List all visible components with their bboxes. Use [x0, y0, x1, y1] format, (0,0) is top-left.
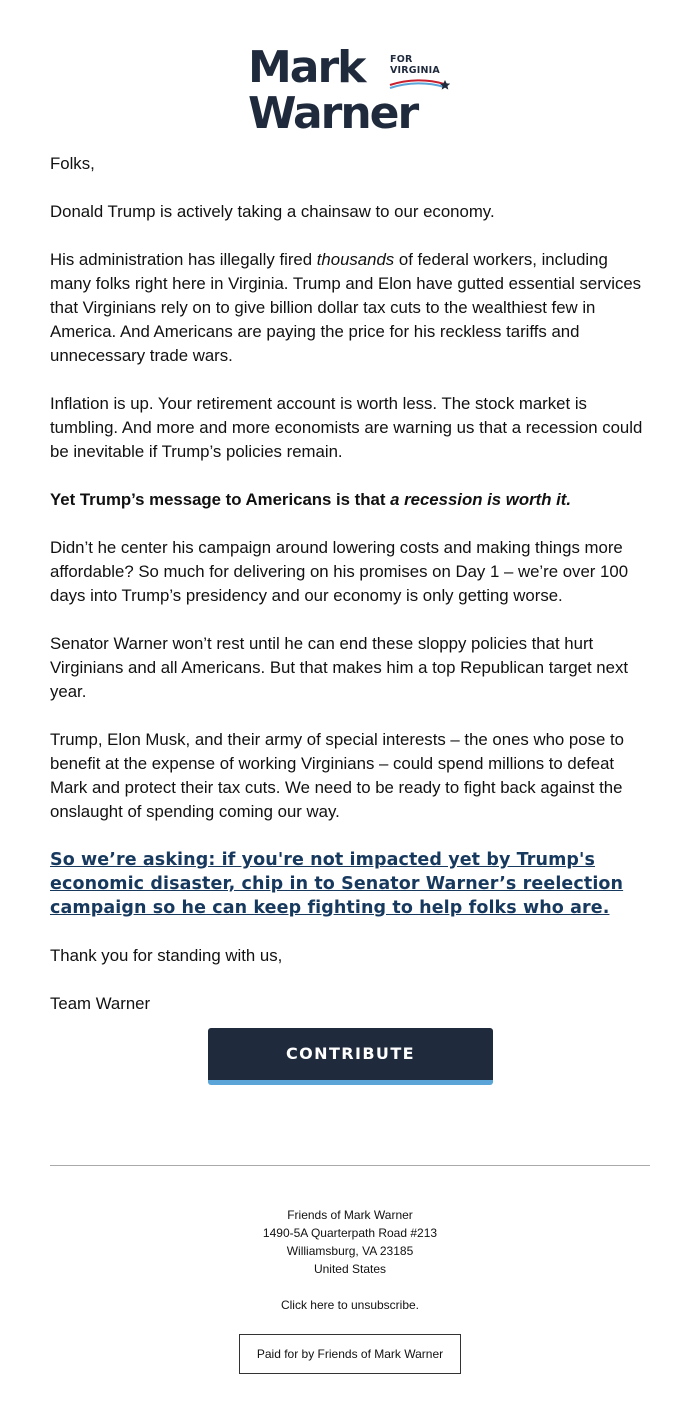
paragraph-5: Didn’t he center his campaign around lowering costs and making things more affordable? So much for delivering on his promises on Day 1 – we’re over 100 days into Trump’s presidency and our economy is only getting worse.: [50, 538, 629, 605]
signature: Team Warner: [50, 994, 151, 1013]
footer: [0, 1206, 700, 1314]
paragraph-4: Yet Trump’s message to Americans is that a recession is worth it.: [50, 490, 572, 509]
footer-country: United States: [313, 1262, 387, 1276]
donate-text-link[interactable]: So we’re asking: if you're not impacted yet by Trump's economic disaster, chip in to Senator Warner’s reelection campaign so he can keep fighting to help folks who are.: [50, 850, 624, 918]
greeting: Folks,: [50, 154, 95, 173]
footer-org: Friends of Mark Warner: [287, 1208, 413, 1222]
logo-word-mark: Mark: [248, 42, 365, 93]
unsubscribe-link[interactable]: Click here to unsubscribe.: [280, 1298, 420, 1312]
letter-body: [50, 152, 650, 1040]
footer-city: Williamsburg, VA 23185: [286, 1244, 414, 1258]
footer-divider: [50, 1165, 650, 1166]
paragraph-3: Inflation is up. Your retirement account is worth less. The stock market is tumbling. And more and more economists are warning us that a recession could be inevitable if Trump’s policies remain.: [50, 394, 643, 461]
logo-tagline: [390, 54, 440, 76]
logo-tagline-for: FOR: [390, 54, 413, 65]
campaign-logo: [248, 42, 458, 139]
logo-word-warner: Warner: [248, 88, 418, 139]
paragraph-6: Senator Warner won’t rest until he can end these sloppy policies that hurt Virginians and all Americans. But that makes him a top Republican target next year.: [50, 634, 629, 701]
mailing-address: [0, 1206, 700, 1278]
emphasis-thousands: thousands: [316, 250, 395, 269]
paragraph-1: Donald Trump is actively taking a chainsaw to our economy.: [50, 202, 495, 221]
closing-line: Thank you for standing with us,: [50, 946, 283, 965]
paragraph-7: Trump, Elon Musk, and their army of special interests – the ones who pose to benefit at the expense of working Virginians – could spend millions to defeat Mark and protect their tax cuts. We need to be ready to fight back against the onslaught of spending coming our way.: [50, 730, 624, 821]
paragraph-2: His administration has illegally fired thousands of federal workers, including many folks right here in Virginia. Trump and Elon have gutted essential services that Virginians rely on to give billion dollar tax cuts to the wealthiest few in America. And Americans are paying the price for his reckless tariffs and unnecessary trade wars.: [50, 250, 642, 365]
contribute-button[interactable]: CONTRIBUTE: [208, 1028, 493, 1085]
footer-street: 1490-5A Quarterpath Road #213: [262, 1226, 438, 1240]
logo-tagline-virginia: VIRGINIA: [390, 65, 440, 76]
paid-for-disclaimer: Paid for by Friends of Mark Warner: [239, 1334, 461, 1374]
emphasis-recession: a recession is worth it.: [390, 490, 572, 509]
contribute-button-wrap: [208, 1028, 493, 1085]
